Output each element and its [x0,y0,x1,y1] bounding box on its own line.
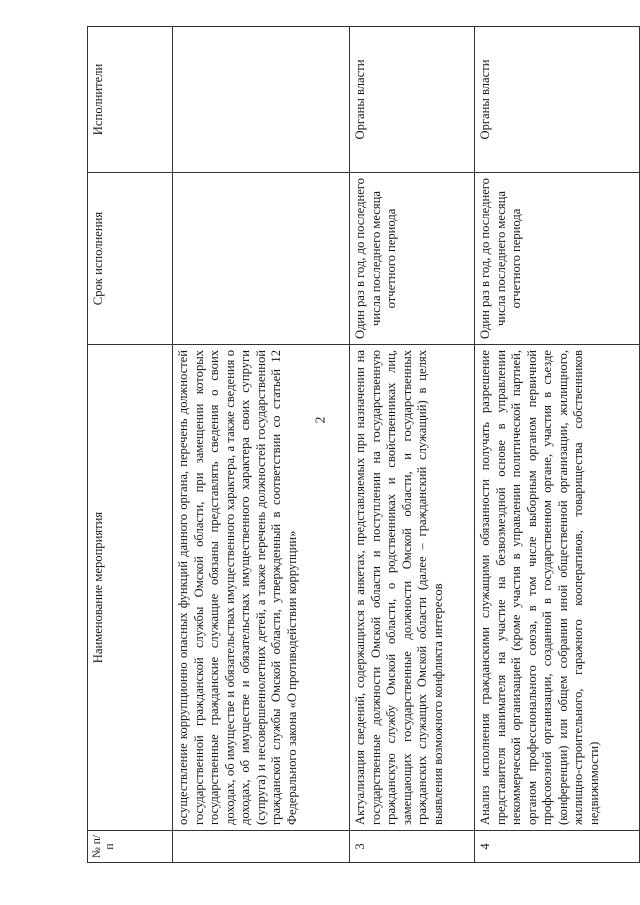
row-name: Анализ исполнения гражданскими служащими обязанности получать разрешение представителя нанимателя на участие на безвозмездной основе в управлении некоммерческой организацией (кроме участия в управлении политической партией, органом профессионального союза, в том числе выборным органом первичной профсоюзной организации, созданной в государственном органе, участия в съезде (конференции) или общем собрании иной общественной организации, жилищного, жилищно-строительного, гаражного кооперативов, товарищества собственников недвижимости) [475,345,640,831]
row-term: Один раз в год, до последнего числа последнего месяца отчетного периода [350,173,475,345]
table-header-row [88,27,173,863]
table-row [350,27,475,863]
row-num: 4 [475,831,640,863]
table-row [173,27,350,863]
table-row [475,27,640,863]
page-number: 2 [313,416,329,424]
header-num: № п/п [88,831,173,863]
row-term [173,173,350,345]
row-name: осуществление коррупционно опасных функций данного органа, перечень должностей государственной гражданской службы Омской области, при замещении которых государственные гражданские служащие обязаны представлять сведения о своих доходах, об имуществе и обязательствах имущественного характера, а также сведения о доходах, об имуществе и обязательствах имущественного характера своих супруги (супруга) и несовершеннолетних детей, а также перечень должностей государственной гражданской службы Омской области, утвержденный в соответствии со статьей 12 Федерального закона «О противодействии коррупции» [173,345,350,831]
row-num [173,831,350,863]
row-term: Один раз в год, до последнего числа последнего месяца отчетного периода [475,173,640,345]
measures-table [87,26,640,863]
header-term: Срок исполнения [88,173,173,345]
row-executor: Органы власти [475,27,640,173]
header-executor: Исполнители [88,27,173,173]
row-name: Актуализация сведений, содержащихся в анкетах, представляемых при назначении на государственные должности Омской области и поступлении на государственную гражданскую службу Омской области, о родственниках и свойственниках лиц, замещающих государственные должности Омской области, и государственных гражданских служащих Омской области (далее – гражданский служащий) в целях выявления возможного конфликта интересов [350,345,475,831]
row-executor [173,27,350,173]
row-executor: Органы власти [350,27,475,173]
measures-table-wrapper [87,27,621,863]
header-name: Наименование мероприятия [88,345,173,831]
row-num: 3 [350,831,475,863]
